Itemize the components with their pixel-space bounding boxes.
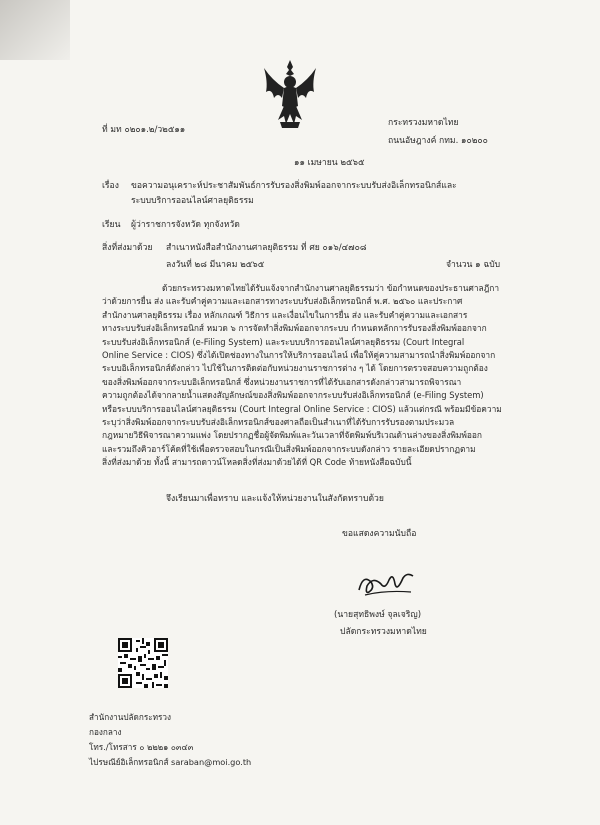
recipient-label: เรียน [102,220,121,230]
body-line: Online Service : CIOS) ซึ่งได้เปิดช่องทางในการให้บริการออนไลน์ เพื่อให้คู่ความสามารถนำสิ่งพิมพ์ออกจาก [102,350,496,361]
body-line: ของสิ่งพิมพ์ออกจากระบบอิเล็กทรอนิกส์ ซึ่งหน่วยงานราชการที่ได้รับเอกสารดังกล่าวสามารถพิจารณา [102,376,462,387]
body-line: ว่าด้วยการยื่น ส่ง และรับคำคู่ความและเอกสารทางระบบรับส่งอิเล็กทรอนิกส์ พ.ศ. ๒๕๖๐ และประกาศ [102,296,463,307]
enclosure-line-2: ลงวันที่ ๒๘ มีนาคม ๒๕๖๕ [166,260,265,270]
body-line: ระบุว่าสิ่งพิมพ์ออกจากระบบรับส่งอิเล็กทรอนิกส์ของศาลถือเป็นสำเนาที่ได้รับการรับรองตามประมวล [102,417,455,428]
body-line: กฎหมายวิธีพิจารณาความแพ่ง โดยปรากฏชื่อผู้จัดพิมพ์และวันเวลาที่จัดพิมพ์บริเวณด้านล่างของสิ่งพิมพ์ออก [102,430,483,441]
enclosure-count: จำนวน ๑ ฉบับ [446,260,501,270]
recipient-value: ผู้ว่าราชการจังหวัด ทุกจังหวัด [131,220,240,230]
enclosure-label: สิ่งที่ส่งมาด้วย [102,243,153,253]
signatory-name: (นายสุทธิพงษ์ จุลเจริญ) [334,610,422,620]
signature-icon [355,568,417,598]
ministry-name: กระทรวงมหาดไทย [388,118,459,128]
footer-email: ไปรษณีย์อิเล็กทรอนิกส์ saraban@moi.go.th [89,757,252,767]
subject-line-1: ขอความอนุเคราะห์ประชาสัมพันธ์การรับรองสิ่งพิมพ์ออกจากระบบรับส่งอิเล็กทรอนิกส์และ [131,181,457,191]
body-line: ทางระบบรับส่งอิเล็กทรอนิกส์ หมวด ๖ การจัดทำสิ่งพิมพ์ออกจากระบบ กำหนดหลักการรับรองสิ่งพิมพ์ออกจาก [102,323,487,334]
body-paragraph [102,282,534,470]
body-line: หรือระบบบริการออนไลน์ศาลยุติธรรม (Court Integral Online Service : CIOS) แล้วแต่กรณี พร้อมมีข้อความ [102,403,502,414]
enclosure-line-1: สำเนาหนังสือสำนักงานศาลยุติธรรม ที่ ศย ๐๑๖/๔๗๐๘ [166,243,367,253]
reference-number: ที่ มท ๐๒๐๑.๒/ว๒๕๑๑ [102,125,186,135]
body-line: ระบบรับส่งอิเล็กทรอนิกส์ (e-Filing System) และระบบบริการออนไลน์ศาลยุติธรรม (Court Integral [102,336,465,347]
footer-phone: โทร./โทรสาร ๐ ๒๒๒๑ ๐๓๔๓ [89,742,194,752]
qr-code-icon [118,638,168,688]
scan-shadow [0,0,70,60]
footer-office: สำนักงานปลัดกระทรวง [89,712,172,722]
salutation: ขอแสดงความนับถือ [342,529,417,539]
letter-date: ๑๑ เมษายน ๒๕๖๕ [294,158,365,168]
body-line: ด้วยกระทรวงมหาดไทยได้รับแจ้งจากสำนักงานศาลยุติธรรมว่า ข้อกำหนดของประธานศาลฎีกา [162,283,500,293]
body-line: และรวมถึงคิวอาร์โค้ดที่ใช้เพื่อตรวจสอบในกรณีเป็นสิ่งพิมพ์ออกจากระบบดังกล่าว รายละเอียดปรากฏตาม [102,443,476,454]
ministry-address: ถนนอัษฎางค์ กทม. ๑๐๒๐๐ [388,136,488,146]
closing-line: จึงเรียนมาเพื่อทราบ และแจ้งให้หน่วยงานในสังกัดทราบด้วย [166,494,384,504]
signatory-position: ปลัดกระทรวงมหาดไทย [340,627,427,637]
subject-label: เรื่อง [102,181,119,191]
body-line: สิ่งที่ส่งมาด้วย ทั้งนี้ สามารถดาวน์โหลดสิ่งที่ส่งมาด้วยได้ที่ QR Code ท้ายหนังสือฉบับนี้ [102,457,412,468]
garuda-emblem-icon [262,58,318,130]
body-line: สำนักงานศาลยุติธรรม เรื่อง หลักเกณฑ์ วิธีการ และเงื่อนไขในการยื่น ส่ง และรับคำคู่ความและเอกสาร [102,309,468,320]
body-line: ความถูกต้องได้จากลายน้ำแสดงสัญลักษณ์ของสิ่งพิมพ์ออกจากระบบรับส่งอิเล็กทรอนิกส์ (e-Filing System) [102,390,484,401]
body-line: ระบบอิเล็กทรอนิกส์ดังกล่าว ไปใช้ในการติดต่อกับหน่วยงานราชการต่าง ๆ ได้ โดยการตรวจสอบความถูกต้อง [102,363,488,374]
subject-line-2: ระบบบริการออนไลน์ศาลยุติธรรม [131,196,254,206]
footer-division: กองกลาง [89,727,122,737]
